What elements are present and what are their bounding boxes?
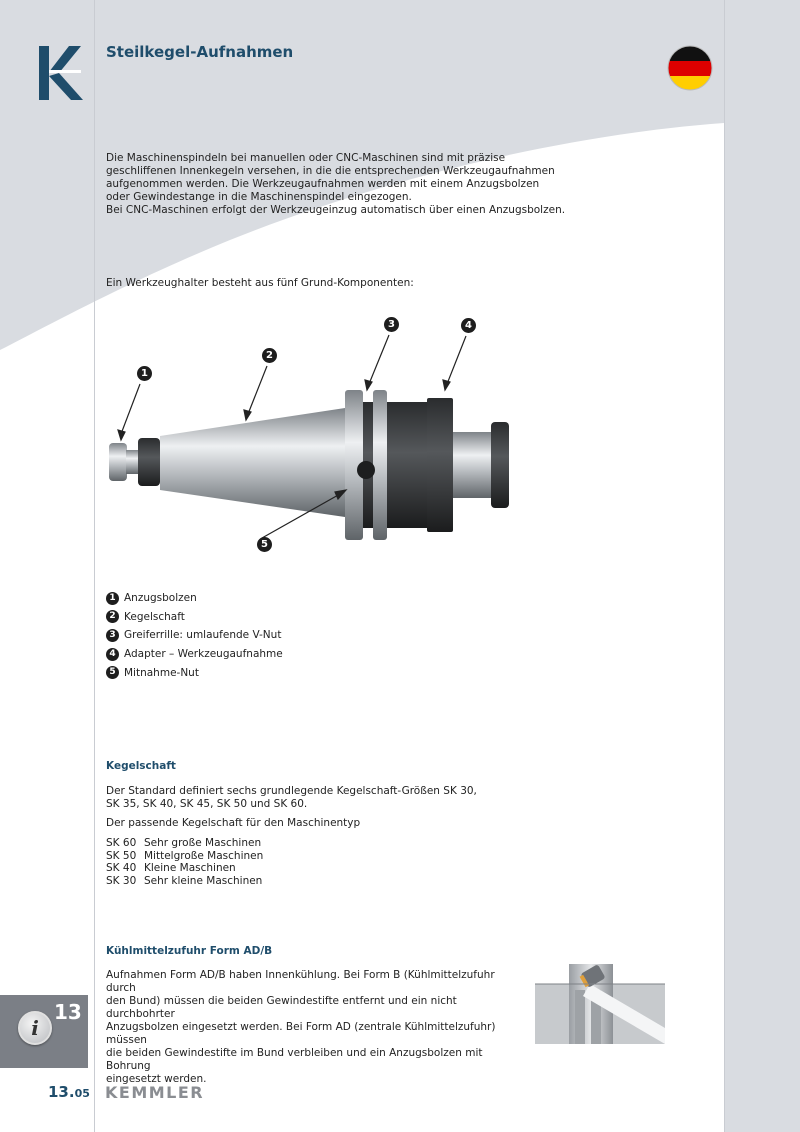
size-row — [106, 850, 586, 863]
kuehlmittel-line: Aufnahmen Form AD/B haben Innenkühlung. Bei Form B (Kühlmittelzufuhr durch — [106, 969, 495, 994]
size-row — [106, 837, 586, 850]
legend-label: Kegelschaft — [124, 610, 185, 623]
size-row — [106, 875, 586, 888]
legend-label: Adapter – Werkzeugaufnahme — [124, 648, 283, 661]
callout-2: 2 — [262, 348, 277, 363]
legend-number: 5 — [106, 666, 119, 679]
legend-item — [106, 663, 283, 682]
callout-3: 3 — [384, 317, 399, 332]
intro-line: oder Gewindestange in die Maschinenspindel eingezogen. — [106, 191, 412, 203]
legend-number: 4 — [106, 648, 119, 661]
intro-line: geschliffenen Innenkegeln versehen, in die die entsprechenden Werkzeugaufnahmen — [106, 165, 555, 177]
callout-1: 1 — [137, 366, 152, 381]
kuehlmittel-line: den Bund) müssen die beiden Gewindestifte entfernt und ein nicht durchbohrter — [106, 995, 457, 1020]
info-icon[interactable]: i — [18, 1011, 52, 1045]
page-number-sub: 05 — [74, 1087, 90, 1100]
kegelschaft-para-line: SK 35, SK 40, SK 45, SK 50 und SK 60. — [106, 798, 308, 810]
size-code: SK 30 — [106, 874, 137, 887]
intro-line: Die Maschinenspindeln bei manuellen oder CNC-Maschinen sind mit präzise — [106, 152, 506, 164]
size-code: SK 60 — [106, 837, 137, 849]
kegelschaft-para-line: Der Standard definiert sechs grundlegende Kegelschaft-Größen SK 30, — [106, 785, 477, 797]
components-lead: Ein Werkzeughalter besteht aus fünf Grund-Komponenten: — [106, 277, 414, 289]
callout-4: 4 — [461, 318, 476, 333]
intro-line: Bei CNC-Maschinen erfolgt der Werkzeugeinzug automatisch über einen Anzugsbolzen. — [106, 204, 566, 216]
legend-label: Mitnahme-Nut — [124, 666, 199, 679]
legend-number: 3 — [106, 629, 119, 642]
coolant-detail-illustration — [535, 950, 665, 1048]
page-title: Steilkegel-Aufnahmen — [106, 43, 294, 61]
size-row — [106, 862, 586, 875]
kuehlmittel-line: eingesetzt werden. — [106, 1073, 207, 1085]
size-desc: Mittelgroße Maschinen — [144, 849, 264, 862]
legend-number: 2 — [106, 610, 119, 623]
size-code: SK 50 — [106, 849, 137, 862]
brand-name: KEMMLER — [105, 1083, 205, 1102]
intro-line: aufgenommen werden. Die Werkzeugaufnahmen werden mit einem Anzugsbolzen — [106, 178, 540, 190]
size-desc: Kleine Maschinen — [144, 862, 236, 874]
legend-item — [106, 608, 283, 627]
legend-label: Anzugsbolzen — [124, 592, 197, 605]
kegelschaft-text — [106, 785, 586, 887]
callout-5: 5 — [257, 537, 272, 552]
size-desc: Sehr kleine Maschinen — [144, 874, 263, 887]
size-code: SK 40 — [106, 862, 137, 874]
legend-item — [106, 645, 283, 664]
kuehlmittel-line: Anzugsbolzen eingesetzt werden. Bei Form AD (zentrale Kühlmittelzufuhr) müssen — [106, 1021, 496, 1046]
legend-item — [106, 626, 283, 645]
legend-item — [106, 589, 283, 608]
kegelschaft-para2: Der passende Kegelschaft für den Maschinentyp — [106, 817, 361, 829]
page-number — [48, 1083, 90, 1101]
kuehlmittel-text — [106, 969, 526, 1086]
kuehlmittel-heading: Kühlmittelzufuhr Form AD/B — [106, 945, 273, 957]
kegelschaft-heading: Kegelschaft — [106, 760, 176, 772]
legend-number: 1 — [106, 592, 119, 605]
page-number-main: 13. — [48, 1083, 75, 1101]
kuehlmittel-line: die beiden Gewindestifte im Bund verbleiben und ein Anzugsbolzen mit Bohrung — [106, 1047, 483, 1072]
component-legend — [106, 589, 283, 682]
chapter-number: 13 — [54, 1000, 82, 1024]
kegelschaft-size-list — [106, 837, 586, 887]
size-desc: Sehr große Maschinen — [144, 837, 262, 849]
legend-label: Greiferrille: umlaufende V-Nut — [124, 629, 282, 642]
